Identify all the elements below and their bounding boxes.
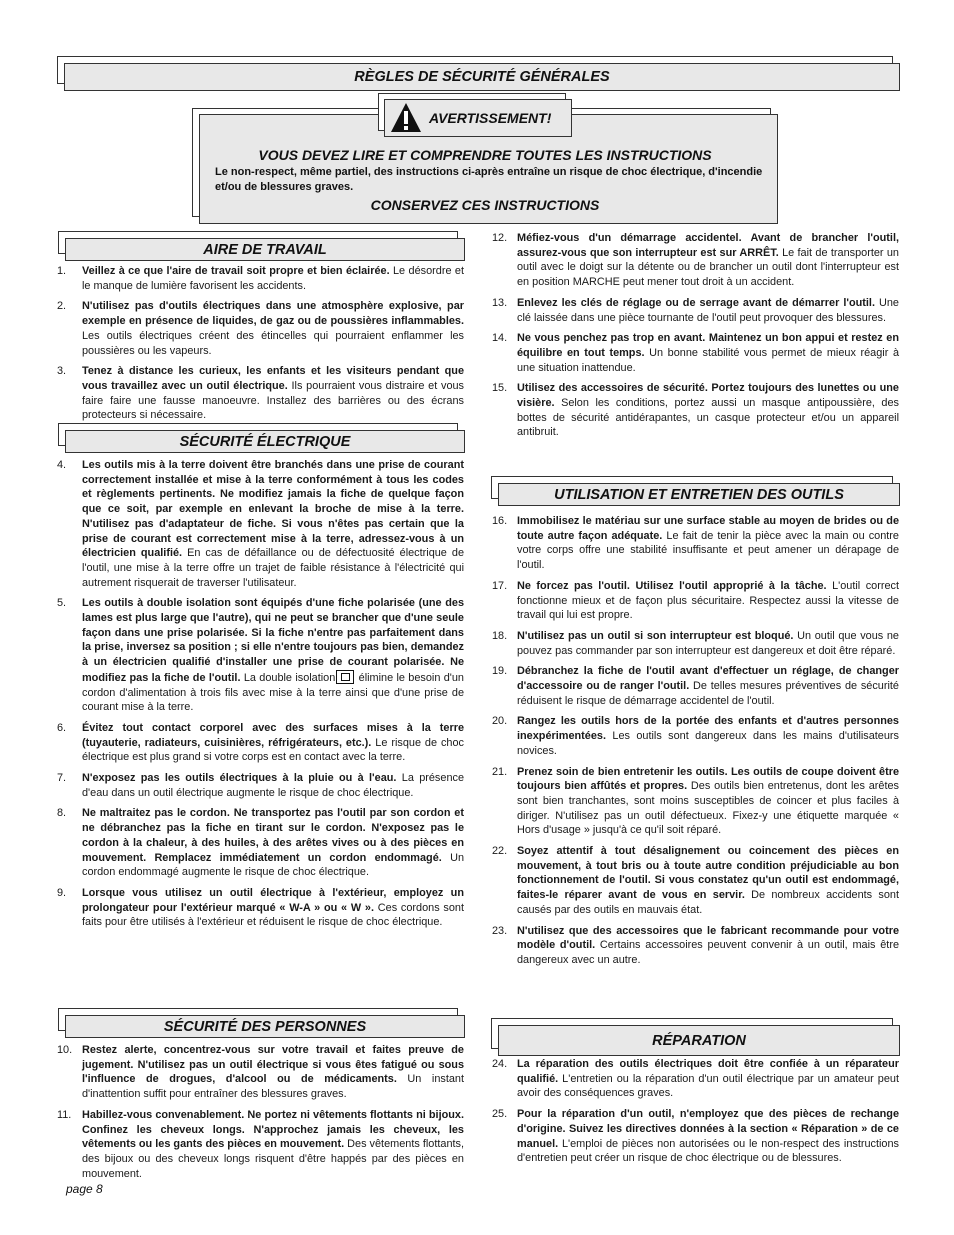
list-item: 16. Immobilisez le matériau sur une surface stable au moyen de brides ou de toute autre façon adéquate. Le fait de tenir la pièce avec la main ou contre votre corps offre une stabilité insuffisante et peut amener un dérapage de l'outil. <box>492 515 899 572</box>
warning-tab-label: AVERTISSEMENT! <box>429 110 552 126</box>
section-title: SÉCURITÉ ÉLECTRIQUE <box>65 430 465 453</box>
section-header-repair <box>491 1018 900 1056</box>
section-title: UTILISATION ET ENTRETIEN DES OUTILS <box>498 483 900 506</box>
section-title: RÉPARATION <box>498 1025 900 1056</box>
list-item: 23. N'utilisez que des accessoires que le fabricant recommande pour votre modèle d'outil. Certains accessoires peuvent convenir à un outil, mais être dangereux avec un autre. <box>492 924 900 966</box>
list-item: 17. Ne forcez pas l'outil. Utilisez l'outil approprié à la tâche. L'outil correct fonctionne mieux et de façon plus sécuritaire. Respectez aussi la vitesse de travail qui lui est propre. <box>492 579 900 622</box>
list-block-tool-use <box>492 514 899 974</box>
list-item: 8. Ne maltraitez pas le cordon. Ne transportez pas l'outil par son cordon et ne débranchez pas la fiche en tirant sur le cordon. N'exposez pas le cordon à la chaleur, à des huiles, à des arêtes vives ou à des pièces en mouvement. Remplacez immédiatement un cordon endommagé. Un cordon endommagé augmente le risque de choc électrique. <box>57 807 464 879</box>
list-item: 24. La réparation des outils électriques doit être confiée à un réparateur qualifié. L'entretien ou la réparation d'un outil électrique par un amateur peut avoir des conséquences graves. <box>492 1058 899 1100</box>
list-item: 18. N'utilisez pas un outil si son interrupteur est bloqué. Un outil que vous ne pouvez pas commander par son interrupteur est dangereux et doit être réparé. <box>492 629 899 657</box>
list-item: 15. Utilisez des accessoires de sécurité. Portez toujours des lunettes ou une visière. Selon les conditions, portez aussi un masque antipoussière, des bottes de sécurité antidérapantes, un casque protecteur et/ou un appareil antibruit. <box>492 382 899 439</box>
section-title: SÉCURITÉ DES PERSONNES <box>65 1015 465 1038</box>
list-item: 22. Soyez attentif à tout désalignement ou coincement des pièces en mouvement, à tout bris ou à toute autre condition préjudiciable au bon fonctionnement de l'outil. Si vous constatez qu'un outil est endommagé, faites-le réparer avant de vous en servir. De nombreux accidents sont causés par des outils en mauvais état. <box>492 845 899 916</box>
list-item: 13. Enlevez les clés de réglage ou de serrage avant de démarrer l'outil. Une clé laissée dans une pièce tournante de l'outil peut provoquer des blessures. <box>492 296 899 324</box>
list-block-personal <box>57 1043 464 1187</box>
page-title: RÈGLES DE SÉCURITÉ GÉNÉRALES <box>64 63 900 91</box>
warning-body: Le non-respect, même partiel, des instructions ci-après entraîne un risque de choc électrique, d'incendie et/ou de blessures graves. <box>215 166 763 193</box>
page-number: page 8 <box>66 1182 103 1196</box>
list-item: 10. Restez alerte, concentrez-vous sur votre travail et faites preuve de jugement. N'utilisez pas un outil électrique si vous êtes fatigué ou sous l'influence de drogues, d'alcool ou de médicaments. Un instant d'inattention suffit pour entraîner des blessures graves. <box>57 1044 464 1101</box>
page-title-box <box>57 56 900 91</box>
section-header-tool-use <box>491 476 900 506</box>
list-item: 3. Tenez à distance les curieux, les enfants et les visiteurs pendant que vous travaillez avec un outil électrique. Ils pourraient vous distraire et vous faire faire une fausse manoeuvre. Installez des barrières ou des écrans protecteurs si nécessaire. <box>57 365 464 422</box>
section-header-work-area <box>58 231 465 261</box>
list-item: 5. Les outils à double isolation sont équipés d'une fiche polarisée (une des lames est plus large que l'autre), qui ne peut se brancher que d'une seule façon dans une prise polarisée. Si la fiche n'entre pas parfaitement dans la prise, inversez sa position ; si elle n'entre toujours pas bien, demandez à un électricien qualifié d'installer une prise de courant polarisée. Ne modifiez pas la fiche de l'outil. La double isolation élimine le besoin d'un cordon d'alimentation à trois fils avec mise à la terre ainsi que d'une prise de courant mise à la terre. <box>57 597 464 714</box>
list-item: 11. Habillez-vous convenablement. Ne portez ni vêtements flottants ni bijoux. Confinez les cheveux longs. N'approchez jamais les cheveux, les vêtements ou les gants des pièces en mouvement. Des vêtements flottants, des bijoux ou des cheveux longs risquent d'être happés par des pièces en mouvement. <box>57 1108 464 1180</box>
list-item: 9. Lorsque vous utilisez un outil électrique à l'extérieur, employez un prolongateur pour l'extérieur marqué « W-A » ou « W ». Ces cordons sont faits pour être utilisés à l'extérieur et réduisent le risque de choc électrique. <box>57 886 465 929</box>
list-item: 20. Rangez les outils hors de la portée des enfants et d'autres personnes inexpérimentées. Les outils sont dangereux dans les mains d'utilisateurs novices. <box>492 715 899 757</box>
double-insulation-icon <box>336 670 354 684</box>
list-item: 7. N'exposez pas les outils électriques à la pluie ou à l'eau. La présence d'eau dans un outil électrique augmente le risque de choc électrique. <box>57 772 464 799</box>
section-header-personal <box>58 1008 465 1038</box>
list-item: 25. Pour la réparation d'un outil, n'employez que des pièces de rechange d'origine. Suivez les directives données à la section « Réparation » de ce manuel. L'emploi de pièces non autorisées ou le non-respect des instructions d'entretien peut créer un risque de choc électrique ou de blessures. <box>492 1108 899 1165</box>
list-item: 6. Évitez tout contact corporel avec des surfaces mises à la terre (tuyauterie, radiateurs, cuisinières, réfrigérateurs, etc.). Le risque de choc électrique est plus grand si votre corps est en contact avec la terre. <box>57 721 464 764</box>
list-item: 19. Débranchez la fiche de l'outil avant d'effectuer un réglage, de changer d'accessoire ou de ranger l'outil. De telles mesures préventives de sécurité réduisent le risque de démarrage accidentel de l'outil. <box>492 665 899 707</box>
list-item: 21. Prenez soin de bien entretenir les outils. Les outils de coupe doivent être toujours bien affûtés et propres. Des outils bien entretenus, dont les arêtes sont bien tranchantes, sont moins susceptibles de coincer et plus faciles à diriger. N'utilisez pas un outil défectueux. Fixez-y une étiquette marquée « Hors d'usage » jusqu'à ce qu'il soit réparé. <box>492 765 899 837</box>
list-item: 12. Méfiez-vous d'un démarrage accidentel. Avant de brancher l'outil, assurez-vous que son interrupteur est sur ARRÊT. Le fait de transporter un outil avec le doigt sur la détente ou de brancher un outil dont l'interrupteur est en position MARCHE peut mener tout droit à un accident. <box>492 232 899 289</box>
warning-footer: CONSERVEZ CES INSTRUCTIONS <box>370 197 600 213</box>
list-item: 14. Ne vous penchez pas trop en avant. Maintenez un bon appui et restez en équilibre en tout temps. Un bonne stabilité vous permet de mieux réagir à une situation inattendue. <box>492 332 899 374</box>
section-title: AIRE DE TRAVAIL <box>65 238 465 261</box>
list-block-work-area <box>57 264 464 429</box>
list-item: 1. Veillez à ce que l'aire de travail soit propre et bien éclairée. Le désordre et le manque de lumière favorisent les accidents. <box>57 265 464 292</box>
list-item: 2. N'utilisez pas d'outils électriques dans une atmosphère explosive, par exemple en présence de liquides, de gaz ou de poussières inflammables. Les outils électriques créent des étincelles qui pourraient enflammer les poussières ou les vapeurs. <box>57 300 464 357</box>
warning-triangle-icon <box>389 101 423 135</box>
warning-heading: VOUS DEVEZ LIRE ET COMPRENDRE TOUTES LES INSTRUCTIONS <box>258 147 712 163</box>
warning-tab <box>378 93 572 137</box>
list-block-electrical <box>57 458 464 936</box>
list-item: 4. Les outils mis à la terre doivent être branchés dans une prise de courant correctement installée et mise à la terre conformément à tous les codes et règlements pertinents. Ne modifiez jamais la fiche de quelque façon que ce soit, par exemple en enlevant la broche de mise à la terre. N'utilisez pas d'adaptateur de fiche. Si vous n'êtes pas certain que la prise de courant est correctement mise à la terre, adressez-vous à un électricien qualifié. En cas de défaillance ou de défectuosité électrique de l'outil, une mise à la terre offre un trajet de faible résistance à l'électricité qui autrement risquerait de traverser l'utilisateur. <box>57 459 464 589</box>
list-block-personal-cont <box>492 231 899 446</box>
list-block-repair <box>492 1057 899 1172</box>
